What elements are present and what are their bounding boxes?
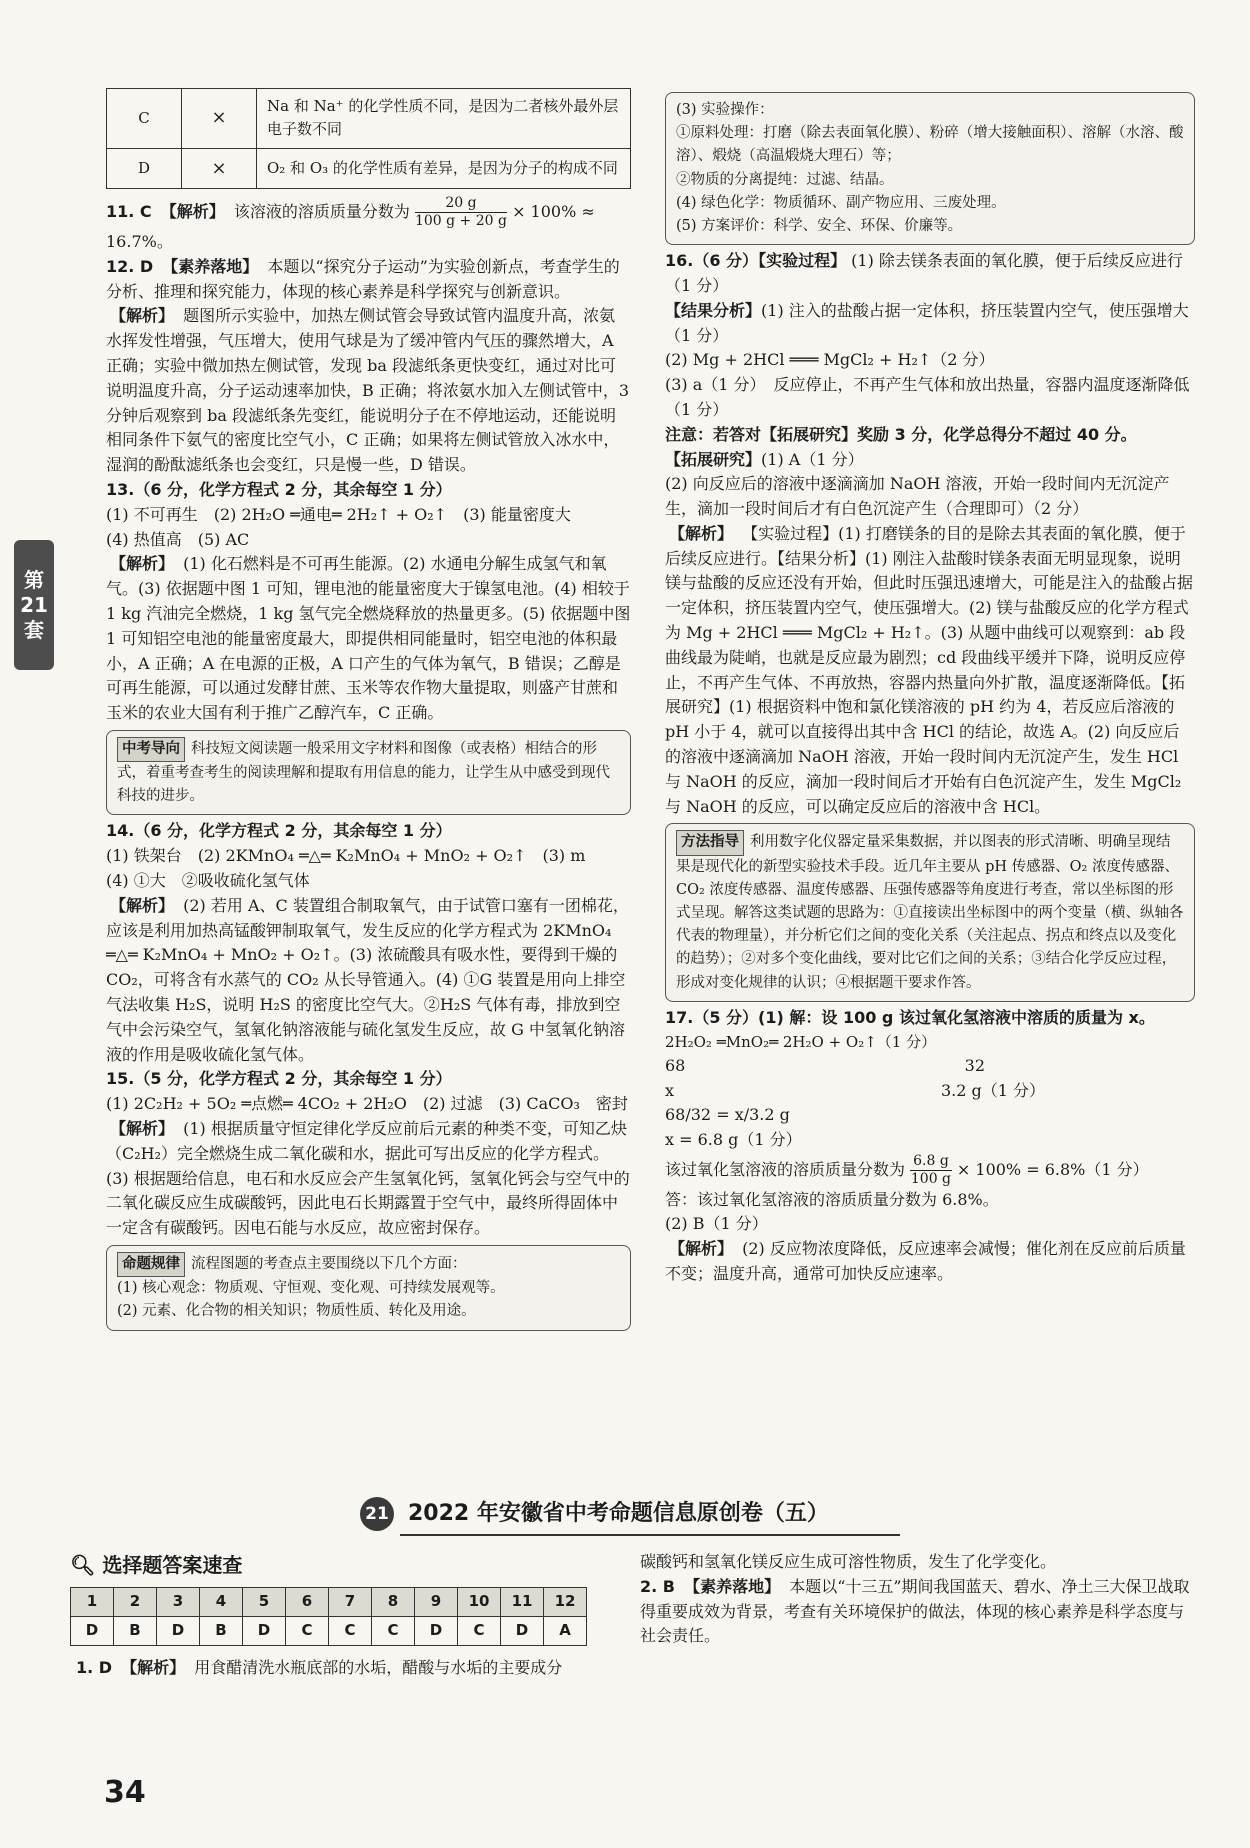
q16-text-4: (3) a（1 分） 反应停止，不再产生气体和放出热量，容器内温度逐渐降低（1 分） bbox=[665, 375, 1190, 419]
q17-answer: 答：该过氧化氢溶液的溶质质量分数为 6.8%。 bbox=[665, 1189, 999, 1209]
q15-analysis-text: (1) 根据质量守恒定律化学反应前后元素的种类不变，可知乙炔（C₂H₂）完全燃烧生成二氧化碳和水，据此可写出反应的化学方程式。(3) 根据题给信息，电石和水反应会产生氢氧化钙，氢氧化钙会与空气中的二氧化碳反应生成碳酸钙，因此电石长期露置于空气中，最终所得固体中一定含有碳酸钙。因电石能与水反应，故应密封保存。 bbox=[106, 1119, 630, 1238]
answer-letter-row bbox=[71, 1617, 587, 1646]
q1 bbox=[76, 1656, 631, 1681]
q17-values bbox=[665, 1079, 1045, 1104]
answer-letter: C bbox=[372, 1617, 415, 1646]
q14-tag: 【解析】 bbox=[110, 895, 175, 915]
table-row bbox=[107, 89, 631, 149]
wrong-mark: × bbox=[182, 89, 257, 149]
answer-number: 5 bbox=[243, 1588, 286, 1617]
q13-analysis bbox=[106, 552, 631, 726]
q16-head: 16.（6 分） bbox=[665, 251, 759, 271]
answer-number: 10 bbox=[458, 1588, 501, 1617]
q12-analysis bbox=[106, 304, 631, 478]
bottom-right-block bbox=[640, 1550, 1195, 1649]
q15-tag: 【解析】 bbox=[110, 1119, 175, 1139]
q17-tag: 【解析】 bbox=[669, 1239, 734, 1259]
q17-mass-1: 68 bbox=[665, 1055, 686, 1075]
q16-analysis-tag: 【解析】 bbox=[669, 523, 734, 543]
answer-letter: D bbox=[71, 1617, 114, 1646]
left-column bbox=[106, 88, 631, 1335]
q16-tag-extend: 【拓展研究】 bbox=[665, 449, 762, 469]
answer-number: 11 bbox=[501, 1588, 544, 1617]
pattern-line-2: (2) 元素、化合物的相关知识；物质性质、转化及用途。 bbox=[117, 1303, 476, 1320]
answer-letter: C bbox=[458, 1617, 501, 1646]
side-tab-char-3: 套 bbox=[24, 617, 44, 642]
answer-number: 1 bbox=[71, 1588, 114, 1617]
answer-letter: C bbox=[329, 1617, 372, 1646]
q13-answer-1: (1) 不可再生 (2) 2H₂O ═通电═ 2H₂↑ + O₂↑ (3) 能量密度大 bbox=[106, 504, 571, 524]
option-key: C bbox=[107, 89, 182, 149]
answer-table bbox=[70, 1587, 587, 1646]
q2-tag: 【素养落地】 bbox=[684, 1576, 781, 1596]
q11-tail: × 100% ≈ 16.7%。 bbox=[106, 202, 595, 251]
q11-head: 11. C bbox=[106, 202, 152, 222]
answer-number-row bbox=[71, 1588, 587, 1617]
q17-oxygen-mass: 3.2 g（1 分） bbox=[940, 1080, 1045, 1100]
answer-number: 7 bbox=[329, 1588, 372, 1617]
answer-number: 8 bbox=[372, 1588, 415, 1617]
q16-tag-process: 【实验过程】 bbox=[758, 251, 847, 271]
answer-quick-check bbox=[70, 1550, 630, 1646]
q14-head: 14.（6 分，化学方程式 2 分，其余每空 1 分） bbox=[106, 821, 452, 841]
q12-analysis-tag: 【解析】 bbox=[110, 306, 175, 326]
q15-head: 15.（5 分，化学方程式 2 分，其余每空 1 分） bbox=[106, 1069, 452, 1089]
q2-text: 本题以“十三五”期间我国蓝天、碧水、净土三大保卫战取得重要成效为背景，考查有关环境保护的做法，体现的核心素养是科学态度与社会责任。 bbox=[640, 1576, 1190, 1646]
paper-title: 2022 年安徽省中考命题信息原创卷（五） bbox=[408, 1500, 829, 1526]
q16-text-6: (2) 向反应后的溶液中逐滴滴加 NaOH 溶液，开始一段时间内无沉淀产生，滴加一段时间后才有白色沉淀产生（合理即可）（2 分） bbox=[665, 474, 1170, 519]
process-title: (3) 实验操作： bbox=[676, 102, 774, 118]
q12 bbox=[106, 255, 631, 305]
q16-analysis bbox=[665, 522, 1195, 820]
option-table bbox=[106, 88, 631, 189]
q11-tag: 【解析】 bbox=[160, 202, 225, 222]
q17-x-value: x = 6.8 g（1 分） bbox=[665, 1130, 802, 1150]
answer-number: 3 bbox=[157, 1588, 200, 1617]
q17-mass-2: 32 bbox=[964, 1055, 985, 1075]
q13-analysis-text: (1) 化石燃料是不可再生能源。(2) 水通电分解生成氢气和氧气。(3) 依据题中图 1 可知，锂电池的能量密度大于镍氢电池。(4) 相较于 1 kg 汽油完全燃烧，1 kg 氢气完全燃烧释放的热量更多。(5) 依据题中图 1 可知铝空电池的能量密度最大，即提供相同能量时，铝空电池的体积最小，A 正确；A 在电源的正极，A 口产生的气体为氧气，B 错误；乙醇是可再生能源，可以通过发酵甘蔗、玉米等农作物大量提取，则盛产甘蔗和玉米的农业大国有利于推广乙醇汽车，C 正确。 bbox=[106, 554, 631, 723]
q14-analysis-text: (2) 若用 A、C 装置组合制取氧气，由于试管口塞有一团棉花，应该是利用加热高锰酸钾制取氧气，发生反应的化学方程式为 2KMnO₄ ═△═ K₂MnO₄ + MnO₂ + O₂↑。(3) 浓硫酸具有吸水性，要得到干燥的 CO₂，可将含有水蒸气的 CO₂ 从长导管通入。(4) ①G 装置是用向上排空气法收集 H₂S，说明 H₂S 的密度比空气大。②H₂S 气体有毒，排放到空气中会污染空气，氢氧化钠溶液能与硫化氢发生反应，故 G 中氢氧化钠溶液的作用是吸收硫化氢气体。 bbox=[106, 895, 629, 1064]
option-text: Na 和 Na⁺ 的化学性质不同，是因为二者核外最外层电子数不同 bbox=[257, 89, 631, 149]
answer-letter: A bbox=[544, 1617, 587, 1646]
q11-text: 该溶液的溶质质量分数为 bbox=[233, 202, 410, 222]
q1-continuation: 碳酸钙和氢氧化镁反应生成可溶性物质，发生了化学变化。 bbox=[640, 1552, 1057, 1571]
method-guide-text: 利用数字化仪器定量采集数据，并以图表的形式清晰、明确呈现结果是现代化的新型实验技术手段。近几年主要从 pH 传感器、O₂ 浓度传感器、CO₂ 浓度传感器、温度传感器、压强传感器等角度进行考查，常以坐标图的形式呈现。解答这类试题的思路为：①直接读出坐标图中的两个变量（横、纵轴各代表的物理量），并分析它们之间的变化关系（关注起点、拐点和终点以及变化的趋势）；②对多个变化曲线，要对比它们之间的关系；③结合化学反应过程，形成对变化规律的认识；④根据题干要求作答。 bbox=[676, 834, 1184, 991]
right-column bbox=[665, 88, 1195, 1287]
process-line-2: ②物质的分离提纯：过滤、结晶。 bbox=[676, 171, 894, 188]
answer-letter: C bbox=[286, 1617, 329, 1646]
wrong-mark: × bbox=[182, 148, 257, 189]
q15-analysis bbox=[106, 1117, 631, 1241]
q1-text: 用食醋清洗水瓶底部的水垢，醋酸与水垢的主要成分 bbox=[194, 1658, 563, 1677]
q16-note: 注意：若答对【拓展研究】奖励 3 分，化学总得分不超过 40 分。 bbox=[665, 424, 1137, 444]
q16-line-1 bbox=[665, 249, 1195, 299]
q11 bbox=[106, 195, 631, 254]
answer-number: 4 bbox=[200, 1588, 243, 1617]
q12-analysis-text: 题图所示实验中，加热左侧试管会导致试管内温度升高，浓氨水挥发性增强，气压增大，使用气球是为了缓冲管内气压的骤然增大，A 正确；实验中微加热左侧试管，发现 ba 段滤纸条更快变红，通过对比可说明温度升高，分子运动速率加快，B 正确；将浓氨水加入左侧试管中，3 分钟后观察到 ba 段滤纸条先变红，能说明分子在不停地运动，还能说明相同条件下氨气的密度比空气小，C 正确；如果将左侧试管放入冰水中，湿润的酚酞滤纸条也会变红，只是慢一些，D 错误。 bbox=[106, 306, 630, 475]
pattern-text: 流程图题的考查点主要围绕以下几个方面： bbox=[191, 1256, 467, 1273]
answer-letter: B bbox=[200, 1617, 243, 1646]
q13-head: 13.（6 分，化学方程式 2 分，其余每空 1 分） bbox=[106, 479, 452, 499]
q16-text-1: (1) 除去镁条表面的氧化膜，便于后续反应进行（1 分） bbox=[665, 251, 1183, 295]
q12-tag: 【素养落地】 bbox=[162, 256, 259, 276]
quick-check-title bbox=[70, 1550, 630, 1581]
q1-tag: 【解析】 bbox=[121, 1658, 186, 1677]
side-tab-char-1: 第 bbox=[24, 567, 44, 592]
q16-line-5 bbox=[665, 448, 1195, 473]
q17-fraction-line bbox=[665, 1153, 1195, 1188]
q13-tag: 【解析】 bbox=[110, 554, 175, 574]
q13-answer-2: (4) 热值高 (5) AC bbox=[106, 529, 250, 549]
exam-guide-box bbox=[106, 730, 631, 816]
q17-head: 17.（5 分）(1) 解：设 100 g 该过氧化氢溶液中溶质的质量为 x。 bbox=[665, 1007, 1155, 1027]
q11-numerator: 20 g bbox=[415, 195, 507, 213]
q12-text: 本题以“探究分子运动”为实验创新点，考查学生的分析、推理和探究能力，体现的核心素养是科学探究与创新意识。 bbox=[106, 256, 620, 301]
q17-numerator: 6.8 g bbox=[910, 1153, 952, 1171]
q17-fraction bbox=[910, 1153, 952, 1188]
q11-fraction bbox=[415, 195, 507, 230]
answer-letter: B bbox=[114, 1617, 157, 1646]
answer-number: 12 bbox=[544, 1588, 587, 1617]
method-guide-label: 方法指导 bbox=[676, 830, 744, 855]
q16-text-2: (1) 注入的盐酸占据一定体积，挤压装置内空气，使压强增大（1 分） bbox=[665, 300, 1189, 345]
search-icon: 🔍︎ bbox=[70, 1553, 96, 1577]
exam-guide-label: 中考导向 bbox=[117, 737, 185, 762]
paper-banner bbox=[360, 1496, 900, 1532]
q11-denominator: 100 g + 20 g bbox=[414, 213, 507, 230]
process-line-4: (5) 方案评价：科学、安全、环保、价廉等。 bbox=[676, 217, 963, 234]
quick-check-title-text: 选择题答案速查 bbox=[102, 1553, 243, 1577]
q2 bbox=[640, 1575, 1195, 1649]
q16-tag-result: 【结果分析】 bbox=[665, 300, 762, 320]
answer-letter: D bbox=[243, 1617, 286, 1646]
q15-answer: (1) 2C₂H₂ + 5O₂ ═点燃═ 4CO₂ + 2H₂O (2) 过滤 (3) CaCO₃ 密封 bbox=[106, 1094, 628, 1114]
side-tab-char-2: 21 bbox=[20, 592, 48, 617]
pattern-box bbox=[106, 1245, 631, 1331]
q14-answer-1: (1) 铁架台 (2) 2KMnO₄ ═△═ K₂MnO₄ + MnO₂ + O₂↑ (3) m bbox=[106, 846, 586, 866]
answer-letter: D bbox=[157, 1617, 200, 1646]
q17-analysis bbox=[665, 1237, 1195, 1287]
q16-text-3: (2) Mg + 2HCl ═══ MgCl₂ + H₂↑（2 分） bbox=[665, 350, 995, 370]
answer-number: 9 bbox=[415, 1588, 458, 1617]
answer-number: 6 bbox=[286, 1588, 329, 1617]
paper-number-badge: 21 bbox=[360, 1497, 394, 1531]
q14-analysis bbox=[106, 894, 631, 1068]
q1-head: 1. D bbox=[76, 1658, 113, 1677]
q17-b: (2) B（1 分） bbox=[665, 1214, 768, 1234]
page-number: 34 bbox=[104, 1775, 146, 1810]
q16-line-2 bbox=[665, 299, 1195, 349]
q12-head: 12. D bbox=[106, 256, 154, 276]
process-line-1: ①原料处理：打磨（除去表面氧化膜）、粉碎（增大接触面积）、溶解（水溶、酸溶）、煅烧（高温煅烧大理石）等； bbox=[676, 125, 1184, 165]
q16-text-5: (1) A（1 分） bbox=[761, 449, 864, 469]
answer-number: 2 bbox=[114, 1588, 157, 1617]
chapter-side-tab bbox=[14, 540, 54, 670]
table-row bbox=[107, 148, 631, 189]
q17-masses bbox=[665, 1054, 985, 1079]
pattern-line-1: (1) 核心观念：物质观、守恒观、变化观、可持续发展观等。 bbox=[117, 1280, 505, 1297]
q17-equation: 2H₂O₂ ═MnO₂═ 2H₂O + O₂↑（1 分） bbox=[665, 1032, 937, 1051]
pattern-label: 命题规律 bbox=[117, 1252, 185, 1277]
option-key: D bbox=[107, 148, 182, 189]
q17-denominator: 100 g bbox=[910, 1170, 952, 1187]
answer-letter: D bbox=[501, 1617, 544, 1646]
q14-answer-2: (4) ①大 ②吸收硫化氢气体 bbox=[106, 871, 310, 891]
q16-analysis-text: 【实验过程】(1) 打磨镁条的目的是除去其表面的氧化膜，便于后续反应进行。【结果分析】(1) 刚注入盐酸时镁条表面无明显现象，说明镁与盐酸的反应还没有开始，但此时压强迅速增大，可能是注入的盐酸占据一定体积，挤压装置内空气，使压强增大。(2) 镁与盐酸反应的化学方程式为 Mg + 2HCl ═══ MgCl₂ + H₂↑。(3) 从题中曲线可以观察到：ab 段曲线最为陡峭，也就是反应最为剧烈；cd 段曲线平缓并下降，说明反应停止，不再产生气体、不再放热，容器内热量向外扩散，温度逐渐降低。【拓展研究】(1) 根据资料中饱和氯化镁溶液的 pH 约为 4，若反应后溶液的 pH 小于 4，就可以直接得出其中含 HCl 的结论，故选 A。(2) 向反应后的溶液中逐滴滴加 NaOH 溶液，开始一段时间内无沉淀产生，发生 HCl 与 NaOH 的反应，滴加一段时间后才开始有白色沉淀产生，发生 MgCl₂ 与 NaOH 的反应，可以确定反应后的溶液中含 HCl。 bbox=[665, 523, 1194, 816]
q17-analysis-text: (2) 反应物浓度降低，反应速率会减慢；催化剂在反应前后质量不变；温度升高，通常可加快反应速率。 bbox=[665, 1239, 1186, 1283]
q17-frac-post: × 100% = 6.8%（1 分） bbox=[956, 1159, 1149, 1179]
q17-frac-pre: 该过氧化氢溶液的溶质质量分数为 bbox=[665, 1159, 906, 1179]
exam-guide-text: 科技短文阅读题一般采用文字材料和图像（或表格）相结合的形式，着重考查考生的阅读理解和提取有用信息的能力，让学生从中感受到现代科技的进步。 bbox=[117, 740, 610, 805]
q17-ratio: 68/32 = x/3.2 g bbox=[665, 1105, 790, 1125]
method-guide-box bbox=[665, 823, 1195, 1001]
process-continued-box bbox=[665, 92, 1195, 245]
q17-x: x bbox=[665, 1080, 675, 1100]
option-text: O₂ 和 O₃ 的化学性质有差异，是因为分子的构成不同 bbox=[257, 148, 631, 189]
process-line-3: (4) 绿色化学：物质循环、副产物应用、三废处理。 bbox=[676, 194, 1006, 211]
q2-head: 2. B bbox=[640, 1576, 675, 1596]
answer-letter: D bbox=[415, 1617, 458, 1646]
